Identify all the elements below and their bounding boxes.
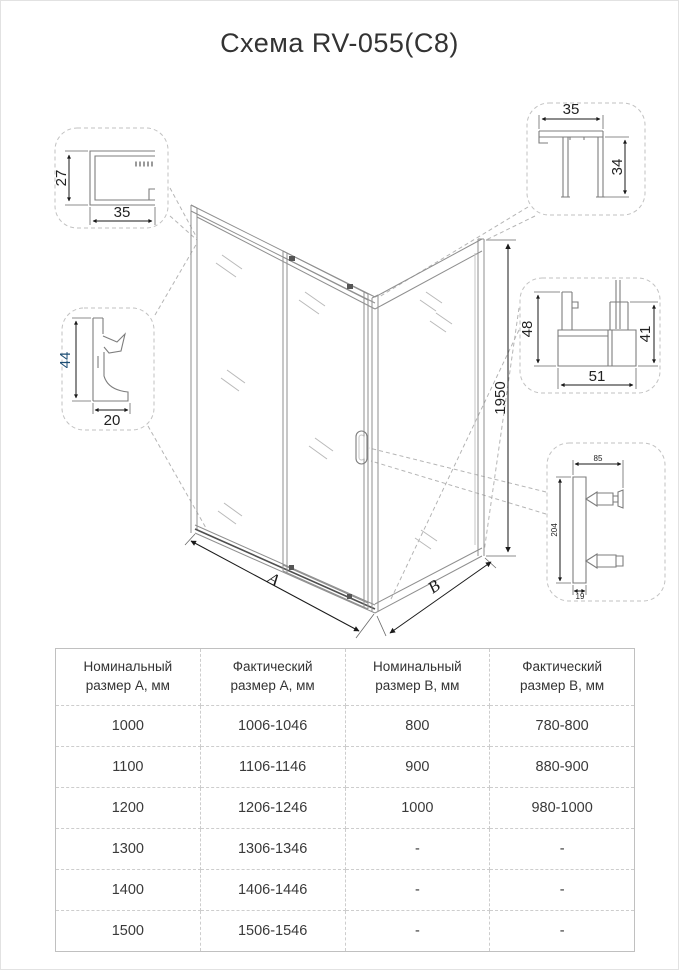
- col-header-actual-b: Фактический размер В, мм: [490, 649, 635, 706]
- glass-shine-marks: [216, 255, 452, 549]
- table-cell: 780-800: [490, 706, 635, 747]
- door-roller: [289, 256, 295, 261]
- dim-label-handle-len: 204: [550, 523, 559, 537]
- table-cell: 980-1000: [490, 788, 635, 829]
- detail-corner-profile: [53, 128, 168, 228]
- table-cell: 1106-1146: [200, 747, 345, 788]
- door-handle: [356, 431, 367, 464]
- table-cell: 1200: [56, 788, 201, 829]
- dim-label-bottomrail-right: 41: [637, 325, 654, 343]
- width-a-dimension: [185, 534, 374, 638]
- dim-label-b: B: [424, 575, 444, 598]
- col-header-nominal-a: Номинальный размер А, мм: [56, 649, 201, 706]
- dim-label-height: 1950: [492, 381, 509, 415]
- table-cell: 1300: [56, 829, 201, 870]
- dim-label-corner-w: 35: [113, 204, 131, 221]
- leader-lines: [148, 188, 546, 599]
- door-guide: [347, 594, 352, 599]
- dim-label-wall-h: 44: [57, 351, 74, 369]
- detail-toprail-profile: [527, 101, 645, 215]
- table-cell: -: [345, 870, 490, 911]
- table-cell: 1000: [56, 706, 201, 747]
- table-cell: -: [345, 911, 490, 952]
- height-dimension: [486, 240, 516, 556]
- table-row: [56, 870, 635, 911]
- dim-label-wall-w: 20: [103, 412, 121, 429]
- table-cell: -: [490, 829, 635, 870]
- col-header-nominal-b: Номинальный размер В, мм: [345, 649, 490, 706]
- table-row: [56, 829, 635, 870]
- table-cell: 1506-1546: [200, 911, 345, 952]
- table-cell: 1306-1346: [200, 829, 345, 870]
- dim-label-handle-d: 19: [575, 592, 585, 601]
- detail-wall-profile: [57, 308, 154, 430]
- table-cell: 1006-1046: [200, 706, 345, 747]
- table-cell: -: [345, 829, 490, 870]
- table-row: [56, 788, 635, 829]
- table-cell: 1000: [345, 788, 490, 829]
- table-cell: 800: [345, 706, 490, 747]
- table-row: [56, 747, 635, 788]
- dim-label-bottomrail-left: 48: [519, 320, 536, 338]
- door-guide: [289, 565, 294, 570]
- shower-enclosure-view: [191, 205, 484, 613]
- size-table: [55, 648, 635, 952]
- table-cell: -: [490, 911, 635, 952]
- dim-label-a: A: [264, 568, 283, 590]
- detail-bottomrail-profile: [519, 278, 660, 393]
- table-cell: 1100: [56, 747, 201, 788]
- table-cell: 880-900: [490, 747, 635, 788]
- table-row: [56, 706, 635, 747]
- dim-label-toprail-h: 34: [609, 158, 626, 176]
- table-row: [56, 911, 635, 952]
- page-title: Схема RV-055(C8): [220, 28, 459, 58]
- detail-handle: [547, 443, 665, 601]
- dim-label-bottomrail-w: 51: [588, 368, 606, 385]
- table-header-row: [56, 649, 635, 706]
- table-cell: 900: [345, 747, 490, 788]
- door-roller: [347, 284, 353, 289]
- col-header-actual-a: Фактический размер А, мм: [200, 649, 345, 706]
- dim-label-corner-h: 27: [53, 169, 70, 187]
- table-cell: -: [490, 870, 635, 911]
- table-cell: 1406-1446: [200, 870, 345, 911]
- table-cell: 1400: [56, 870, 201, 911]
- depth-b-dimension: [377, 558, 496, 636]
- table-cell: 1206-1246: [200, 788, 345, 829]
- dim-label-handle-w: 85: [593, 454, 603, 463]
- table-cell: 1500: [56, 911, 201, 952]
- dim-label-toprail-w: 35: [562, 101, 580, 118]
